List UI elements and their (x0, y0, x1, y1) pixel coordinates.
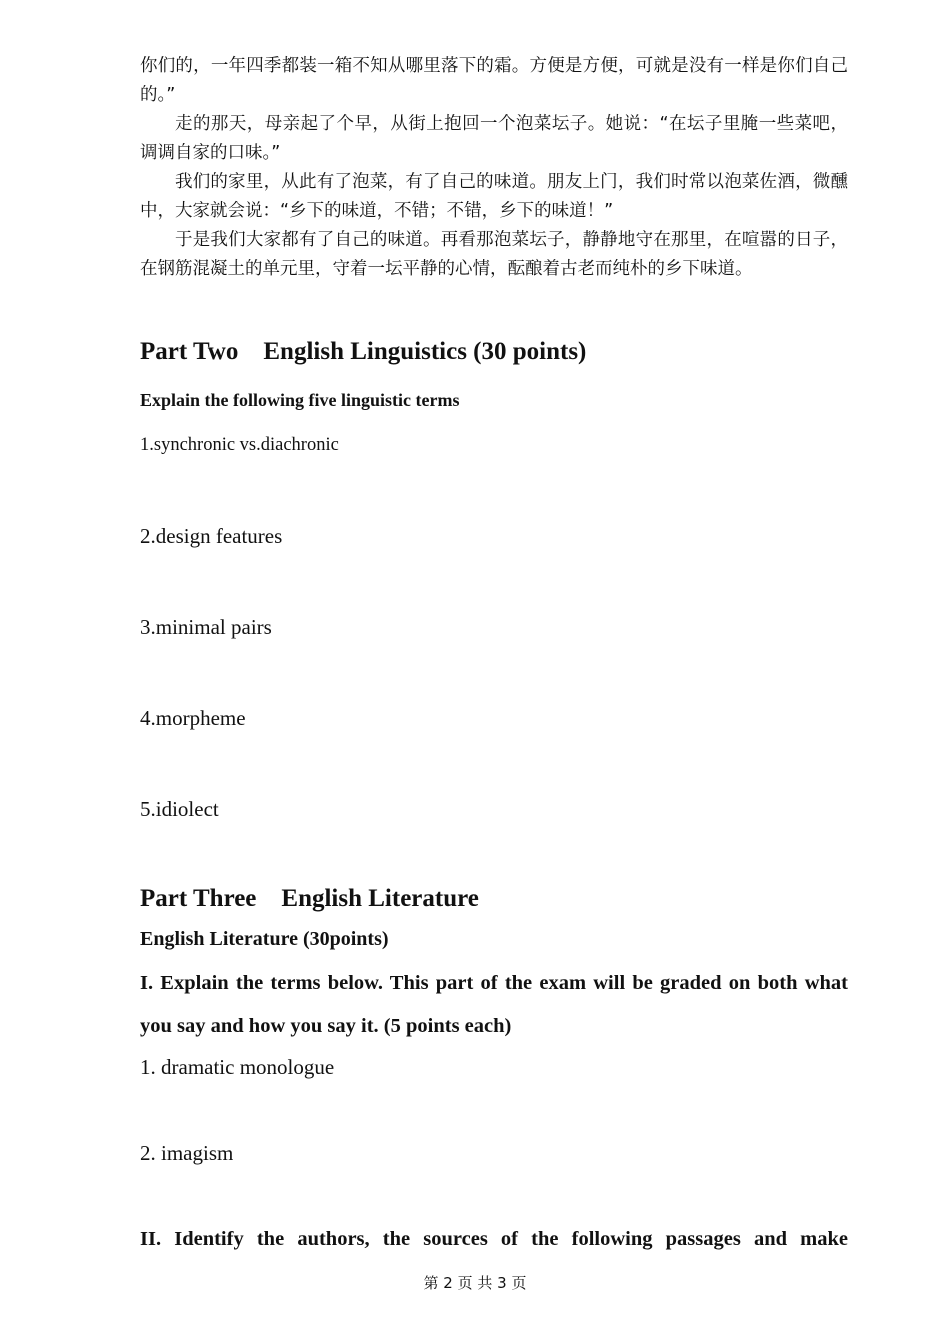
linguistic-term: 3.minimal pairs (140, 615, 272, 639)
section-ii-instruction: II. Identify the authors, the sources of the following passages and make (140, 1228, 848, 1250)
chinese-passage (140, 52, 848, 284)
passage-paragraph: 走的那天，母亲起了个早，从街上抱回一个泡菜坛子。她说：“在坛子里腌一些菜吧，调调自家的口味。” (140, 114, 848, 163)
literature-term: 1. dramatic monologue (140, 1055, 335, 1079)
passage-paragraph: 我们的家里，从此有了泡菜，有了自己的味道。朋友上门，我们时常以泡菜佐酒，微醺中，大家就会说：“乡下的味道，不错；不错，乡下的味道！” (140, 172, 848, 221)
part-two-instruction: Explain the following five linguistic terms (140, 390, 460, 410)
linguistic-term: 1.synchronic vs.diachronic (140, 435, 339, 455)
linguistic-term: 4.morpheme (140, 706, 246, 730)
page-footer: 第 2 页 共 3 页 (423, 1274, 527, 1292)
passage-paragraph: 于是我们大家都有了自己的味道。再看那泡菜坛子，静静地守在那里，在喧嚣的日子，在钢筋混凝土的单元里，守着一坛平静的心情，酝酿着古老而纯朴的乡下味道。 (140, 230, 848, 279)
linguistic-term: 2.design features (140, 524, 283, 548)
part-two-title: Part Two English Linguistics (30 points) (140, 338, 587, 365)
passage-paragraph: 你们的，一年四季都装一箱不知从哪里落下的霜。方便是方便，可就是没有一样是你们自己的。” (140, 56, 848, 105)
section-i-instruction: I. Explain the terms below. This part of the exam will be graded on both what you say and how you say it. (5 points each) (140, 972, 848, 1037)
literature-term: 2. imagism (140, 1141, 234, 1165)
linguistic-term: 5.idiolect (140, 797, 219, 821)
part-three-subtitle: English Literature (30points) (140, 928, 389, 950)
part-three-title: Part Three English Literature (140, 885, 479, 912)
